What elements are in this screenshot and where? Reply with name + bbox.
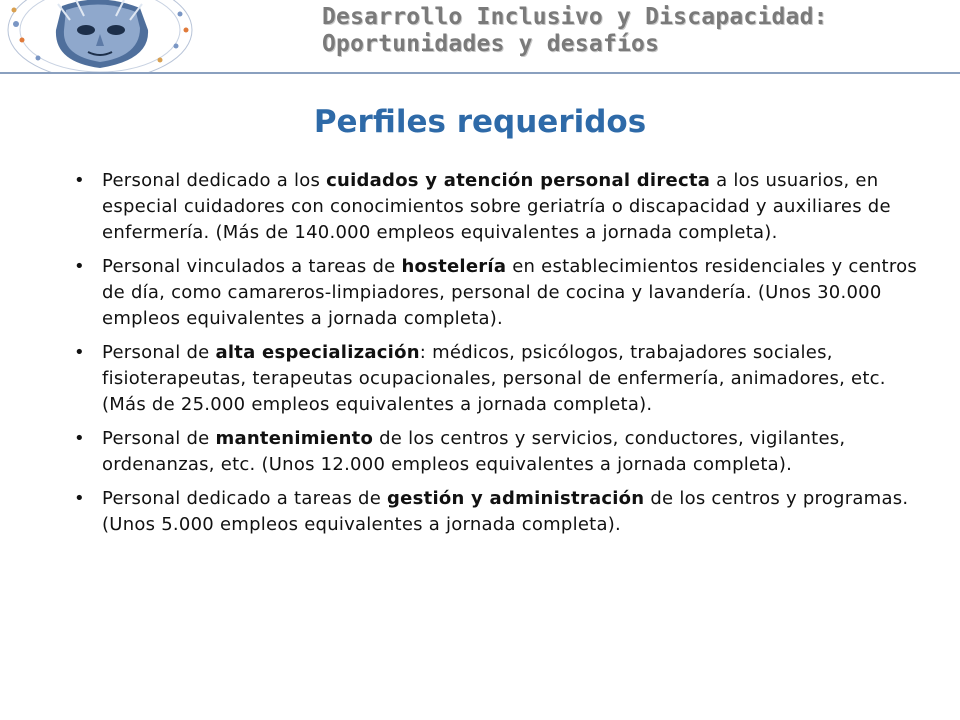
bullet-text-pre: Personal de	[102, 342, 216, 363]
bullet-item	[60, 486, 930, 538]
bullet-text-pre: Personal vinculados a tareas de	[102, 256, 402, 277]
bullet-text-post: en establecimientos residenciales y centros de día, como camareros-limpiadores, personal de cocina y lavandería. (Unos 30.000 empleos equivalentes a jornada completa).	[102, 256, 917, 329]
bullet-text-bold: cuidados y atención personal directa	[326, 170, 711, 191]
bullet-item	[60, 426, 930, 478]
bullet-dot-icon: •	[74, 170, 85, 191]
header-divider	[0, 72, 960, 74]
bullet-item	[60, 254, 930, 332]
header-title-line2: Oportunidades y desafíos	[322, 31, 660, 57]
header-title-line1: Desarrollo Inclusivo y Discapacidad:	[322, 4, 828, 30]
bullet-text-bold: alta especialización	[215, 342, 420, 363]
bullet-text-bold: hostelería	[401, 256, 507, 277]
bullet-text-pre: Personal dedicado a tareas de	[102, 488, 388, 509]
bullet-text-post: de los centros y servicios, conductores, vigilantes, ordenanzas, etc. (Unos 12.000 empleos equivalentes a jornada completa).	[102, 428, 846, 475]
bullet-item	[60, 340, 930, 418]
slide-title: Perfiles requeridos	[313, 104, 647, 140]
bullet-text-post: : médicos, psicólogos, trabajadores sociales, fisioterapeutas, terapeutas ocupacionales, personal de enfermería, animadores, etc. (Más de 25.000 empleos equivalentes a jornada completa).	[102, 342, 886, 415]
bullet-dot-icon: •	[74, 342, 85, 363]
bullet-text-post: de los centros y programas. (Unos 5.000 empleos equivalentes a jornada completa).	[102, 488, 909, 535]
bullet-text-pre: Personal dedicado a los	[102, 170, 327, 191]
bullet-dot-icon: •	[74, 488, 85, 509]
header-title	[322, 4, 828, 58]
bullet-dot-icon: •	[74, 256, 85, 277]
bullet-text-post: a los usuarios, en especial cuidadores con conocimientos sobre geriatría o discapacidad y auxiliares de enfermería. (Más de 140.000 empleos equivalentes a jornada completa).	[102, 170, 891, 243]
bullet-list	[60, 168, 930, 546]
bullet-item	[60, 168, 930, 246]
face-mask-logo-icon	[0, 0, 200, 72]
bullet-text-bold: mantenimiento	[215, 428, 374, 449]
slide-header	[0, 0, 960, 72]
bullet-text-bold: gestión y administración	[387, 488, 645, 509]
bullet-text-pre: Personal de	[102, 428, 216, 449]
bullet-dot-icon: •	[74, 428, 85, 449]
